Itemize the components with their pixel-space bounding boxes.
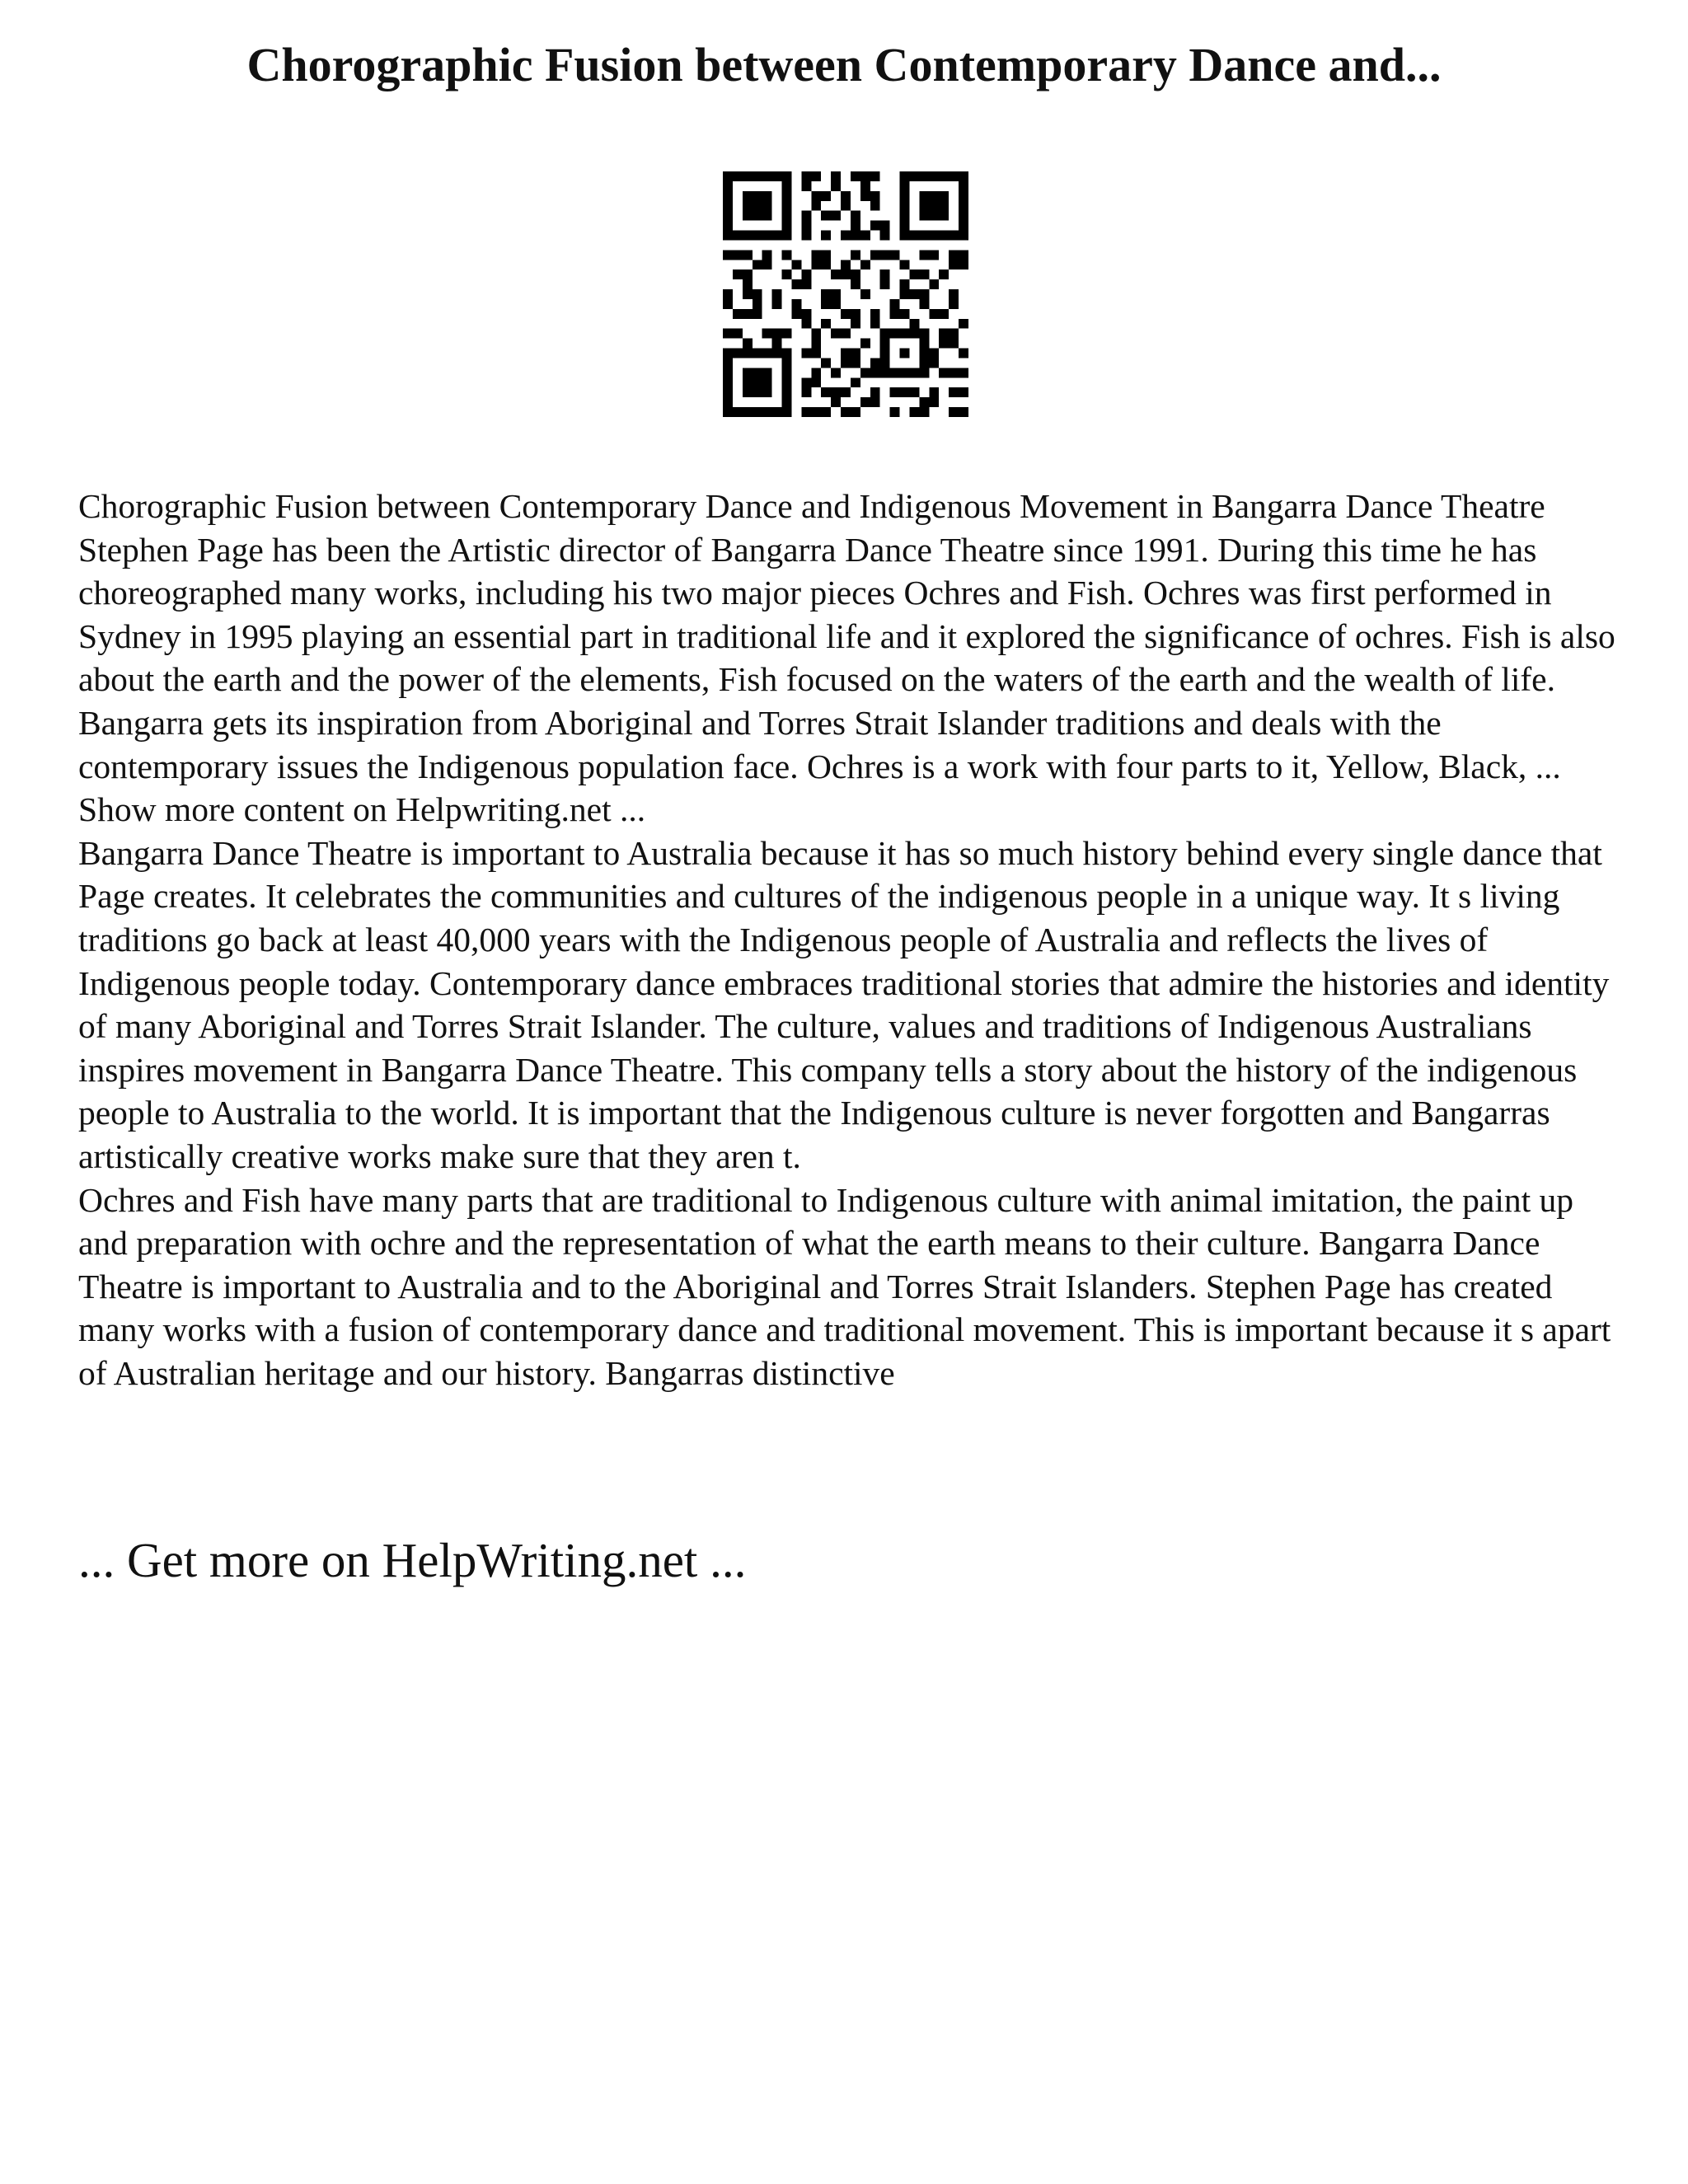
article-paragraph: Ochres and Fish have many parts that are traditional to Indigenous culture with animal imitation, the paint up and preparation with ochre and the representation of what the earth means to their culture. Bangarra Dance Theatre is important to Australia and to the Aboriginal and Torres Strait Islanders. Stephen Page has created many works with a fusion of contemporary dance and traditional movement. This is important because it s apart of Australian heritage and our history. Bangarras distinctive — [78, 1180, 1611, 1392]
document-title: Chorographic Fusion between Contemporary Dance and... — [246, 38, 1442, 91]
article-heading: Chorographic Fusion between Contemporary Dance and Indigenous Movement in Bangarra Dance Theatre — [78, 487, 1545, 525]
article-paragraph: Bangarra Dance Theatre is important to Australia because it has so much history behind every single dance that Page creates. It celebrates the communities and cultures of the indigenous people in a unique way. It s living traditions go back at least 40,000 years with the Indigenous people of Australia and reflects the lives of Indigenous people today. Contemporary dance embraces traditional stories that admire the histories and identity of many Aboriginal and Torres Strait Islander. The culture, values and traditions of Indigenous Australians inspires movement in Bangarra Dance Theatre. This company tells a story about the history of the indigenous people to Australia to the world. It is important that the Indigenous culture is never forgotten and Bangarras artistically creative works make sure that they aren t. — [78, 833, 1610, 1175]
qr-code-icon — [723, 171, 968, 417]
article-body — [78, 485, 1628, 1394]
get-more-link[interactable]: ... Get more on HelpWriting.net ... — [78, 1533, 747, 1587]
article-paragraph: Stephen Page has been the Artistic director of Bangarra Dance Theatre since 1991. During this time he has choreographed many works, including his two major pieces Ochres and Fish. Ochres was first performed in Sydney in 1995 playing an essential part in traditional life and it explored the significance of ochres. Fish is also about the earth and the power of the elements, Fish focused on the waters of the earth and the wealth of life. Bangarra gets its inspiration from Aboriginal and Torres Strait Islander traditions and deals with the contemporary issues the Indigenous population face. Ochres is a work with four parts to it, Yellow, Black, ... Show more content on Helpwriting.net ... — [78, 530, 1615, 829]
